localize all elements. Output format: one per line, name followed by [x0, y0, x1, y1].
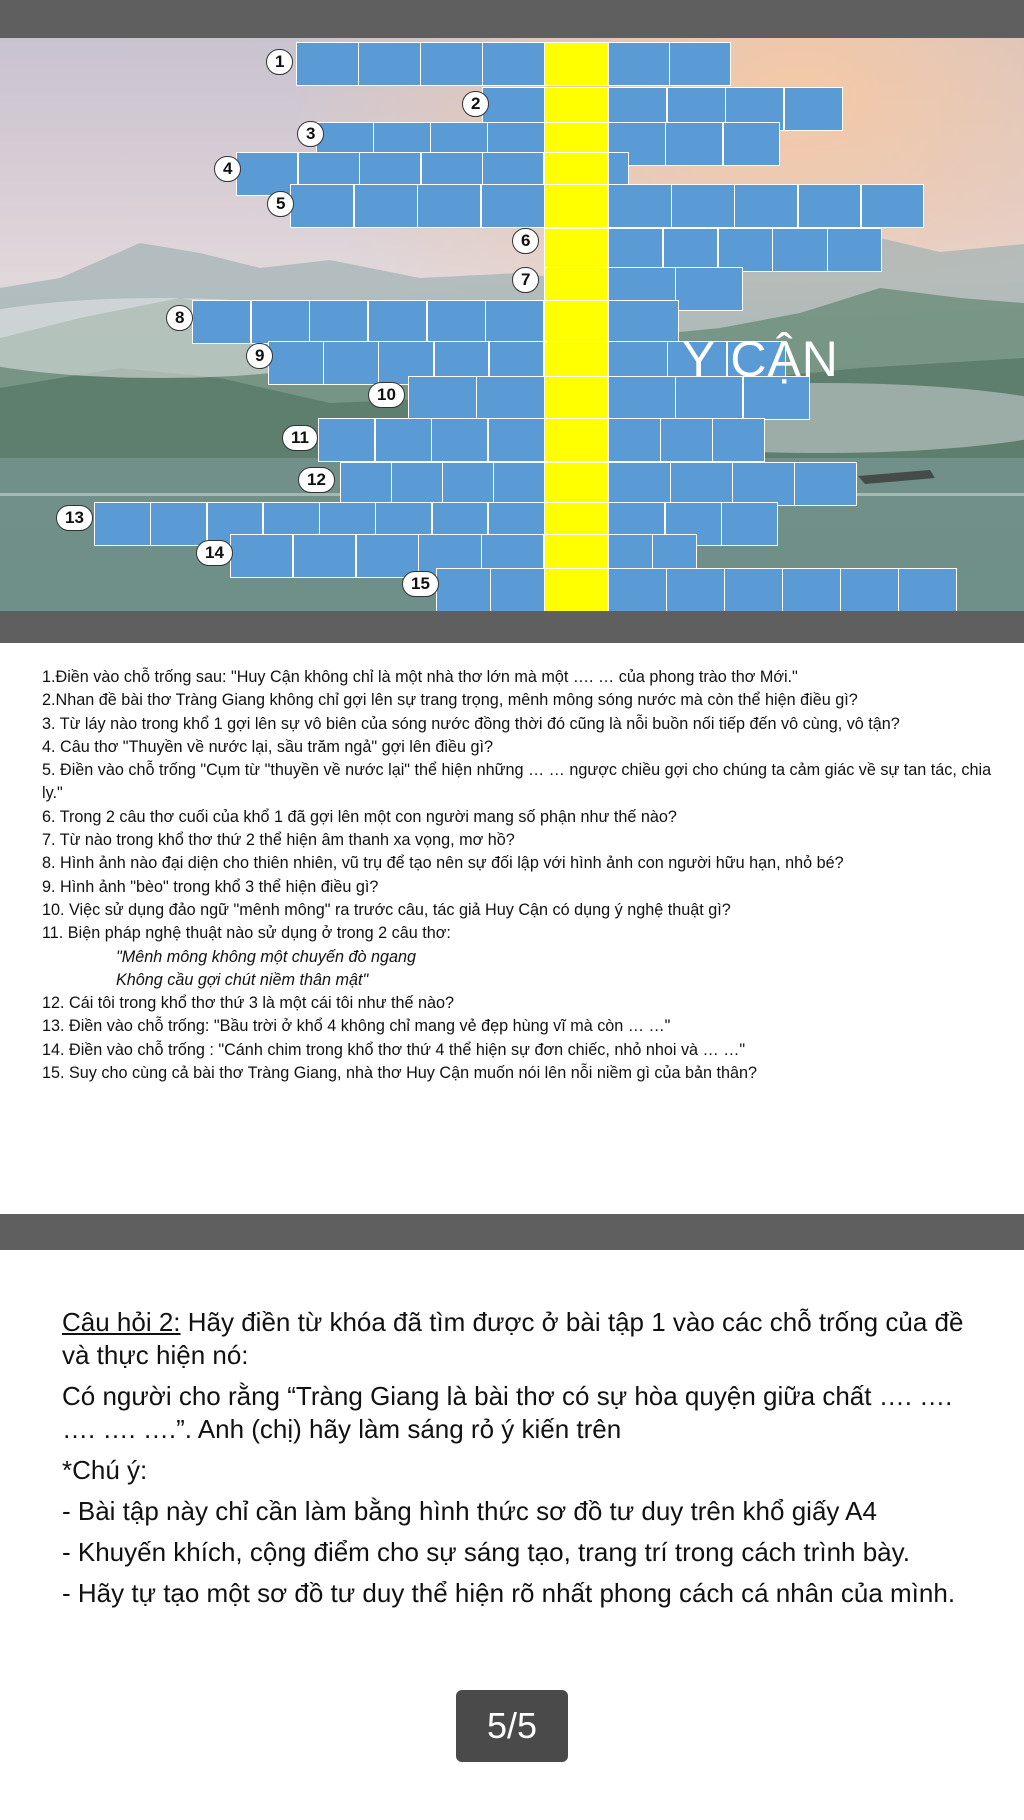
top-bar	[0, 0, 1024, 38]
crossword-cell[interactable]	[318, 418, 375, 462]
key-column-cell[interactable]	[544, 568, 608, 611]
page-indicator[interactable]: 5/5	[456, 1690, 568, 1762]
crossword-cell[interactable]	[608, 568, 667, 611]
crossword-cell[interactable]	[608, 418, 661, 462]
clue-number-badge[interactable]: 7	[512, 267, 539, 293]
crossword-cell[interactable]	[493, 462, 545, 506]
key-column-cell[interactable]	[544, 42, 608, 86]
note-label: *Chú ý:	[62, 1455, 148, 1485]
crossword-cell[interactable]	[734, 184, 798, 228]
poem-line: Không cầu gợi chút niềm thân mật"	[116, 970, 369, 989]
crossword-cell[interactable]	[724, 568, 783, 611]
crossword-cell[interactable]	[482, 42, 545, 86]
question-item: 2.Nhan đề bài thơ Tràng Giang không chỉ gợi lên sự trang trọng, mênh mông sóng nước mà còn thể hiện điều gì?	[42, 691, 858, 710]
crossword-cell[interactable]	[608, 376, 676, 420]
crossword-cell[interactable]	[608, 42, 670, 86]
crossword-cell[interactable]	[675, 267, 743, 311]
crossword-cell[interactable]	[784, 87, 843, 131]
clue-number-badge[interactable]: 14	[196, 540, 233, 566]
note-bullet: - Hãy tự tạo một sơ đồ tư duy thể hiện rõ nhất phong cách cá nhân của mình.	[62, 1578, 956, 1608]
question-item: 7. Từ nào trong khổ thơ thứ 2 thể hiện âm thanh xa vọng, mơ hồ?	[42, 831, 515, 850]
clue-number-badge[interactable]: 1	[266, 49, 293, 75]
crossword-cell[interactable]	[368, 300, 427, 344]
crossword-cell[interactable]	[230, 534, 293, 578]
question-2-instruction: Hãy điền từ khóa đã tìm được ở bài tập 1 vào các chỗ trống của đề và thực hiện nó:	[62, 1307, 964, 1370]
clue-number-badge[interactable]: 9	[246, 343, 273, 369]
crossword-cell[interactable]	[666, 568, 725, 611]
key-column-cell[interactable]	[544, 228, 608, 272]
clue-number-badge[interactable]: 3	[297, 121, 324, 147]
question-item: 15. Suy cho cùng cả bài thơ Tràng Giang, nhà thơ Huy Cận muốn nói lên nỗi niềm gì của bản thân?	[42, 1064, 758, 1083]
crossword-slide	[0, 38, 1024, 611]
crossword-cell[interactable]	[723, 122, 781, 166]
crossword-cell[interactable]	[782, 568, 841, 611]
key-column-cell[interactable]	[544, 376, 608, 420]
question-item: 5. Điền vào chỗ trống "Cụm từ "thuyền về nước lại" thể hiện những … … ngược chiều gợi cho chúng ta cảm giác về sự tan tác, chia ly."	[42, 761, 992, 803]
crossword-cell[interactable]	[671, 184, 735, 228]
crossword-cell[interactable]	[608, 462, 671, 506]
question-2-section	[62, 1306, 982, 1618]
key-column-cell[interactable]	[544, 418, 608, 462]
question-2-prompt: Có người cho rằng “Tràng Giang là bài thơ có sự hòa quyện giữa chất …. …. …. …. ….”. Anh (chị) hãy làm sáng rỏ ý kiến trên	[62, 1381, 953, 1444]
clue-number-badge[interactable]: 5	[267, 191, 294, 217]
crossword-cell[interactable]	[340, 462, 392, 506]
crossword-cell[interactable]	[608, 228, 663, 272]
question-item: 13. Điền vào chỗ trống: "Bầu trời ở khổ 4 không chỉ mang vẻ đẹp hùng vĩ mà còn … …"	[42, 1017, 671, 1036]
crossword-cell[interactable]	[712, 418, 765, 462]
crossword-cell[interactable]	[488, 418, 545, 462]
clue-number-badge[interactable]: 12	[298, 467, 335, 493]
question-item: 12. Cái tôi trong khổ thơ thứ 3 là một cái tôi như thế nào?	[42, 994, 455, 1013]
crossword-cell[interactable]	[391, 462, 443, 506]
crossword-cell[interactable]	[861, 184, 925, 228]
question-item: 4. Câu thơ "Thuyền về nước lại, sầu trăm ngả" gợi lên điều gì?	[42, 737, 494, 756]
clue-number-badge[interactable]: 13	[56, 505, 93, 531]
crossword-cell[interactable]	[670, 462, 733, 506]
crossword-cell[interactable]	[420, 42, 483, 86]
question-item: 14. Điền vào chỗ trống : "Cánh chim trong khổ thơ thứ 4 thể hiện sự đơn chiếc, nhỏ nhoi và … …"	[42, 1040, 746, 1059]
clue-number-badge[interactable]: 15	[402, 571, 439, 597]
slide-bottom-bar	[0, 611, 1024, 643]
crossword-cell[interactable]	[485, 300, 544, 344]
crossword-cell[interactable]	[358, 42, 421, 86]
crossword-cell[interactable]	[608, 300, 679, 344]
slide-title-fragment: Y CẬN	[682, 331, 839, 387]
crossword-cell[interactable]	[608, 184, 672, 228]
crossword-cell[interactable]	[442, 462, 494, 506]
crossword-cell[interactable]	[375, 418, 432, 462]
crossword-cell[interactable]	[436, 568, 491, 611]
crossword-cell[interactable]	[251, 300, 310, 344]
crossword-cell[interactable]	[268, 341, 324, 385]
clue-number-badge[interactable]: 4	[214, 156, 241, 182]
crossword-cell[interactable]	[431, 418, 488, 462]
question-2-label: Câu hỏi 2:	[62, 1307, 181, 1337]
crossword-cell[interactable]	[150, 502, 207, 546]
crossword-cell[interactable]	[417, 184, 481, 228]
clue-number-badge[interactable]: 2	[462, 91, 489, 117]
key-column-cell[interactable]	[544, 300, 608, 344]
crossword-cell[interactable]	[721, 502, 778, 546]
question-item: 11. Biện pháp nghệ thuật nào sử dụng ở trong 2 câu thơ:	[42, 924, 451, 943]
crossword-cell[interactable]	[732, 462, 795, 506]
question-item: 3. Từ láy nào trong khổ 1 gợi lên sự vô biên của sóng nước đồng thời đó cũng là nỗi buồn nối tiếp đến vô cùng, vô tận?	[42, 714, 900, 733]
note-bullet: - Khuyến khích, cộng điểm cho sự sáng tạo, trang trí trong cách trình bày.	[62, 1537, 910, 1567]
question-item: 10. Việc sử dụng đảo ngữ "mênh mông" ra trước câu, tác giả Huy Cận có dụng ý nghệ thuật gì?	[42, 900, 731, 919]
crossword-cell[interactable]	[408, 376, 477, 420]
crossword-cell[interactable]	[827, 228, 882, 272]
question-item: 6. Trong 2 câu thơ cuối của khổ 1 đã gợi lên một con người mang số phận như thế nào?	[42, 807, 677, 826]
clue-number-badge[interactable]: 11	[282, 425, 318, 451]
crossword-cell[interactable]	[772, 228, 827, 272]
section-divider-bar	[0, 1214, 1024, 1250]
clue-number-badge[interactable]: 6	[512, 228, 539, 254]
clue-number-badge[interactable]: 10	[368, 382, 405, 408]
crossword-cell[interactable]	[476, 376, 545, 420]
question-item: 1.Điền vào chỗ trống sau: "Huy Cận không chỉ là một nhà thơ lớn mà một …. … của phong trào thơ Mới."	[42, 668, 798, 686]
crossword-cell[interactable]	[290, 184, 354, 228]
clue-number-badge[interactable]: 8	[166, 305, 193, 331]
key-column-cell[interactable]	[544, 184, 608, 228]
crossword-cell[interactable]	[798, 184, 862, 228]
crossword-cell[interactable]	[663, 228, 718, 272]
crossword-cell[interactable]	[236, 152, 298, 196]
crossword-cell[interactable]	[840, 568, 899, 611]
crossword-cell[interactable]	[94, 502, 151, 546]
poem-line: "Mênh mông không một chuyến đò ngang	[116, 947, 417, 966]
crossword-cell[interactable]	[665, 122, 723, 166]
crossword-cell[interactable]	[669, 42, 731, 86]
question-list	[42, 666, 1002, 1085]
crossword-cell[interactable]	[660, 418, 713, 462]
crossword-cell[interactable]	[481, 184, 545, 228]
question-item: 9. Hình ảnh "bèo" trong khổ 3 thể hiện điều gì?	[42, 877, 379, 896]
crossword-cell[interactable]	[718, 228, 773, 272]
key-column-cell[interactable]	[544, 462, 608, 506]
crossword-cell[interactable]	[794, 462, 857, 506]
question-item: 8. Hình ảnh nào đại diện cho thiên nhiên, vũ trụ để tạo nên sự đối lập với hình ảnh con người hữu hạn, nhỏ bé?	[42, 854, 844, 873]
crossword-cell[interactable]	[192, 300, 251, 344]
crossword-cell[interactable]	[309, 300, 368, 344]
crossword-cell[interactable]	[323, 341, 379, 385]
crossword-cell[interactable]	[427, 300, 486, 344]
crossword-cell[interactable]	[354, 184, 418, 228]
crossword-cell[interactable]	[898, 568, 957, 611]
crossword-cell[interactable]	[490, 568, 545, 611]
question-2-heading	[62, 1306, 982, 1372]
crossword-cell[interactable]	[293, 534, 356, 578]
crossword-cell[interactable]	[296, 42, 359, 86]
note-bullet: - Bài tập này chỉ cần làm bằng hình thức sơ đồ tư duy trên khổ giấy A4	[62, 1496, 877, 1526]
